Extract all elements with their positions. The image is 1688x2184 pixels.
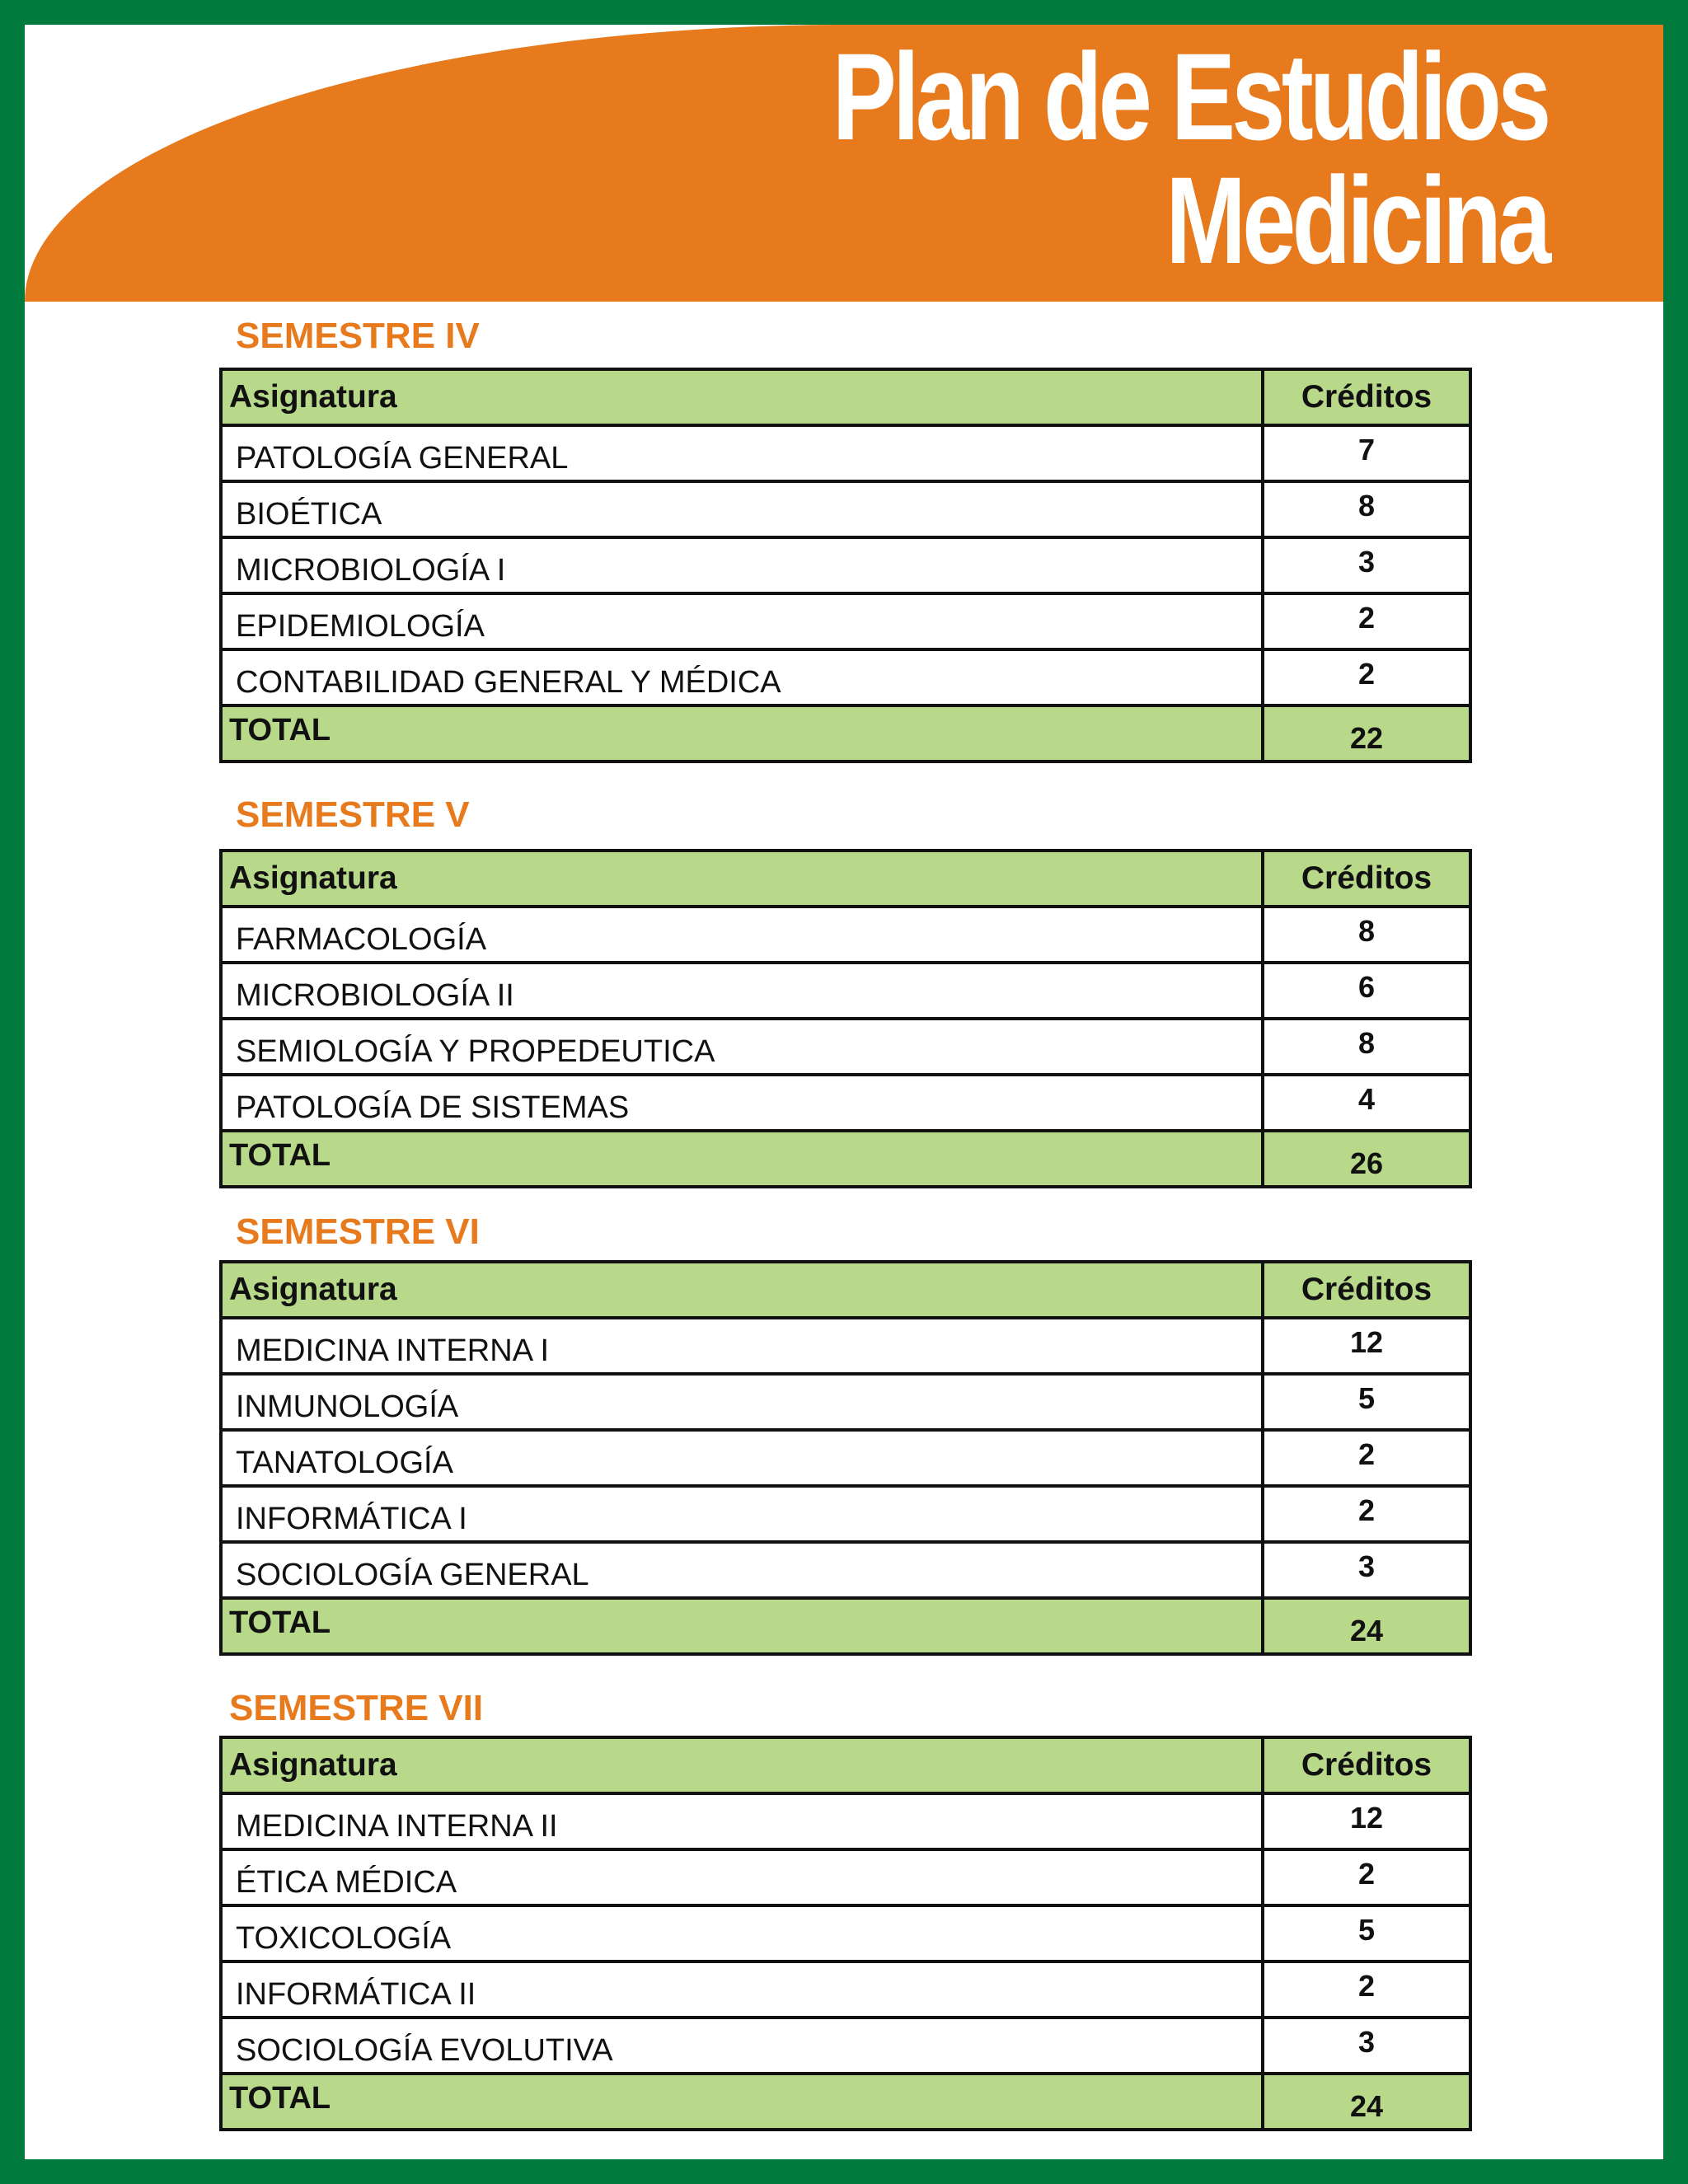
page-title-line2: Medicina xyxy=(1165,151,1548,289)
credits-cell: 2 xyxy=(1263,1486,1470,1542)
semester-heading: SEMESTRE VII xyxy=(229,1688,484,1728)
subject-cell: ÉTICA MÉDICA xyxy=(221,1849,1263,1905)
credits-table xyxy=(219,368,1472,763)
table-row xyxy=(221,1905,1470,1961)
credits-cell: 8 xyxy=(1263,907,1470,963)
subject-cell: PATOLOGÍA DE SISTEMAS xyxy=(221,1075,1263,1131)
table-row xyxy=(221,1019,1470,1075)
subject-cell: CONTABILIDAD GENERAL Y MÉDICA xyxy=(221,649,1263,705)
total-credits: 22 xyxy=(1263,705,1470,762)
semester-heading: SEMESTRE VI xyxy=(236,1212,480,1252)
credits-table xyxy=(219,1736,1472,2131)
column-header-credits: Créditos xyxy=(1263,851,1470,907)
table-row xyxy=(221,1542,1470,1598)
total-label: TOTAL xyxy=(221,2074,1263,2130)
total-row xyxy=(221,1598,1470,1654)
column-header-subject: Asignatura xyxy=(221,369,1263,425)
credits-cell: 5 xyxy=(1263,1905,1470,1961)
semester-heading: SEMESTRE V xyxy=(236,794,470,835)
column-header-subject: Asignatura xyxy=(221,851,1263,907)
table-row xyxy=(221,2018,1470,2074)
subject-cell: PATOLOGÍA GENERAL xyxy=(221,425,1263,481)
credits-cell: 4 xyxy=(1263,1075,1470,1131)
credits-cell: 6 xyxy=(1263,963,1470,1019)
total-label: TOTAL xyxy=(221,1598,1263,1654)
table-row xyxy=(221,537,1470,593)
table-row xyxy=(221,1374,1470,1430)
credits-cell: 3 xyxy=(1263,1542,1470,1598)
page-title xyxy=(832,27,1548,289)
total-label: TOTAL xyxy=(221,705,1263,762)
subject-cell: SEMIOLOGÍA Y PROPEDEUTICA xyxy=(221,1019,1263,1075)
subject-cell: MICROBIOLOGÍA II xyxy=(221,963,1263,1019)
credits-table xyxy=(219,1260,1472,1656)
subject-cell: TANATOLOGÍA xyxy=(221,1430,1263,1486)
table-row xyxy=(221,593,1470,649)
subject-cell: TOXICOLOGÍA xyxy=(221,1905,1263,1961)
semester-heading: SEMESTRE IV xyxy=(236,316,480,356)
credits-cell: 2 xyxy=(1263,1849,1470,1905)
total-credits: 26 xyxy=(1263,1131,1470,1187)
subject-cell: SOCIOLOGÍA EVOLUTIVA xyxy=(221,2018,1263,2074)
subject-cell: MEDICINA INTERNA I xyxy=(221,1318,1263,1374)
table-row xyxy=(221,481,1470,537)
credits-cell: 12 xyxy=(1263,1318,1470,1374)
total-credits: 24 xyxy=(1263,2074,1470,2130)
credits-cell: 2 xyxy=(1263,1430,1470,1486)
table-row xyxy=(221,1486,1470,1542)
table-row xyxy=(221,1318,1470,1374)
table-row xyxy=(221,649,1470,705)
total-row xyxy=(221,705,1470,762)
credits-cell: 3 xyxy=(1263,2018,1470,2074)
total-label: TOTAL xyxy=(221,1131,1263,1187)
subject-cell: EPIDEMIOLOGÍA xyxy=(221,593,1263,649)
subject-cell: SOCIOLOGÍA GENERAL xyxy=(221,1542,1263,1598)
credits-cell: 5 xyxy=(1263,1374,1470,1430)
credits-cell: 8 xyxy=(1263,1019,1470,1075)
total-row xyxy=(221,1131,1470,1187)
table-row xyxy=(221,1075,1470,1131)
table-row xyxy=(221,963,1470,1019)
table-row xyxy=(221,1793,1470,1849)
subject-cell: FARMACOLOGÍA xyxy=(221,907,1263,963)
subject-cell: INMUNOLOGÍA xyxy=(221,1374,1263,1430)
credits-cell: 7 xyxy=(1263,425,1470,481)
subject-cell: MICROBIOLOGÍA I xyxy=(221,537,1263,593)
column-header-credits: Créditos xyxy=(1263,1262,1470,1318)
credits-cell: 3 xyxy=(1263,537,1470,593)
table-header-row xyxy=(221,369,1470,425)
total-credits: 24 xyxy=(1263,1598,1470,1654)
column-header-subject: Asignatura xyxy=(221,1737,1263,1793)
table-header-row xyxy=(221,1262,1470,1318)
subject-cell: INFORMÁTICA I xyxy=(221,1486,1263,1542)
credits-cell: 2 xyxy=(1263,1961,1470,2018)
credits-cell: 12 xyxy=(1263,1793,1470,1849)
total-row xyxy=(221,2074,1470,2130)
table-row xyxy=(221,1430,1470,1486)
credits-cell: 8 xyxy=(1263,481,1470,537)
table-row xyxy=(221,1961,1470,2018)
column-header-subject: Asignatura xyxy=(221,1262,1263,1318)
subject-cell: MEDICINA INTERNA II xyxy=(221,1793,1263,1849)
credits-table xyxy=(219,849,1472,1188)
table-row xyxy=(221,425,1470,481)
credits-cell: 2 xyxy=(1263,649,1470,705)
subject-cell: BIOÉTICA xyxy=(221,481,1263,537)
table-header-row xyxy=(221,1737,1470,1793)
subject-cell: INFORMÁTICA II xyxy=(221,1961,1263,2018)
table-row xyxy=(221,907,1470,963)
page-title-line1: Plan de Estudios xyxy=(832,27,1548,166)
column-header-credits: Créditos xyxy=(1263,369,1470,425)
credits-cell: 2 xyxy=(1263,593,1470,649)
table-header-row xyxy=(221,851,1470,907)
table-row xyxy=(221,1849,1470,1905)
column-header-credits: Créditos xyxy=(1263,1737,1470,1793)
